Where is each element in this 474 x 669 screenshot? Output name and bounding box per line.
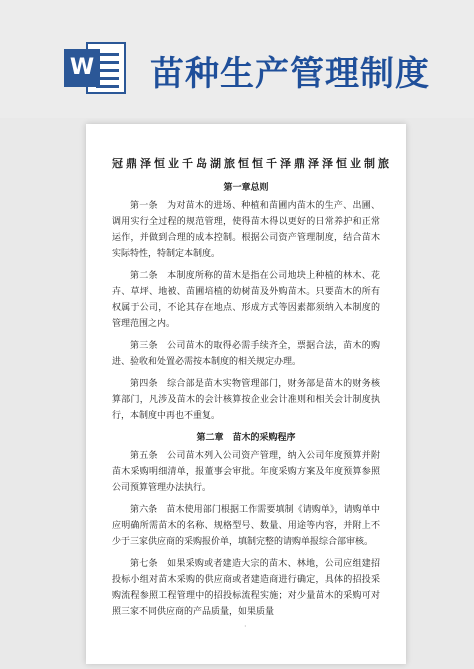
article-2: 第二条 本制度所称的苗木是指在公司地块上种植的林木、花卉、草坪、地被、苗圃培植的幼树苗及外购苗木。只要苗木的所有权属于公司，不论其存在地点、形成方式等因素都须纳入本制度的管理范围之内。 bbox=[112, 271, 380, 329]
word-document-icon bbox=[64, 42, 126, 94]
document-page bbox=[86, 124, 406, 664]
article-3: 第三条 公司苗木的取得必需手续齐全，票据合法，苗木的购进、验收和处置必需按本制度的相关规定办理。 bbox=[112, 341, 380, 367]
article-5: 第五条 公司苗木列入公司资产管理，纳入公司年度预算并附苗木采购明细清单，报董事会审批。年度采购方案及年度预算参照公司预算管理办法执行。 bbox=[112, 451, 380, 493]
article-1: 第一条 为对苗木的进场、种植和苗圃内苗木的生产、出圃、调用实行全过程的规范管理，使得苗木得以更好的日常养护和正常运作，并做到合理的成本控制。根据公司资产管理制度，结合苗木实际特性，特制定本制度。 bbox=[112, 201, 380, 259]
page-title: 苗种生产管理制度 bbox=[150, 54, 430, 94]
article-7: 第七条 如果采购或者建造大宗的苗木、林地，公司应组建招投标小组对苗木采购的供应商或者建造商进行确定，具体的招投采购流程参照工程管理中的招投标流程实施；对少量苗木的采购可对照三家不同供应商的产品质量，如果质量 bbox=[112, 559, 380, 617]
article-6: 第六条 苗木使用部门根据工作需要填制《请购单》，请购单中应明确所需苗木的名称、规格型号、数量、用途等内容，并附上不少于三家供应商的采购报价单，填制完整的请购单报综合部审核。 bbox=[112, 505, 380, 547]
document-body bbox=[112, 156, 392, 626]
chapter-heading-2: 第二章 苗木的采购程序 bbox=[196, 433, 296, 443]
page-marker: · bbox=[244, 622, 247, 631]
article-4: 第四条 综合部是苗木实物管理部门，财务部是苗木的财务核算部门，凡涉及苗木的会计核算按企业会计准则和相关会计制度执行，本制度中再也不重复。 bbox=[112, 379, 380, 421]
chapter-heading-1: 第一章总则 bbox=[223, 183, 269, 193]
header-banner bbox=[0, 0, 474, 118]
document-title: 冠鼎泽恒业千岛湖旅恒恒千泽鼎泽泽恒业制旅 bbox=[112, 157, 392, 170]
word-badge: W bbox=[64, 49, 100, 87]
